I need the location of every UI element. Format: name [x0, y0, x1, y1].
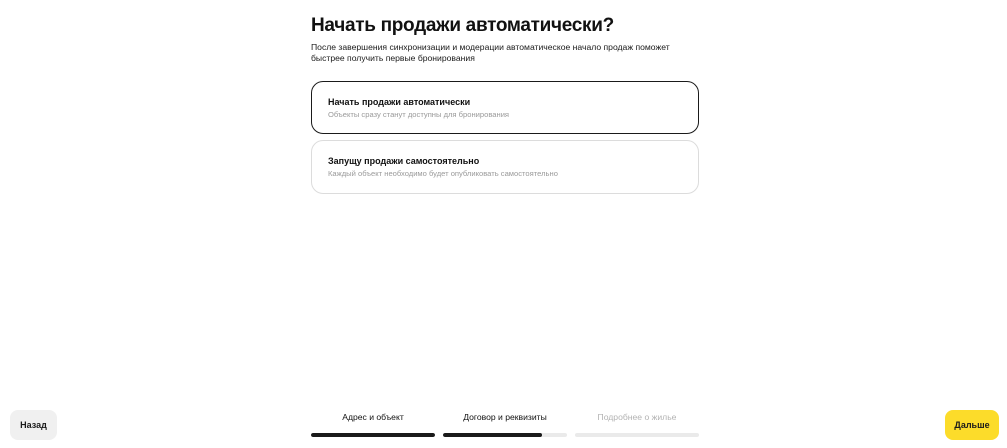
option-title: Начать продажи автоматически	[328, 97, 471, 107]
back-button[interactable]: Назад	[10, 410, 57, 440]
step-progress-fill	[311, 433, 435, 437]
step-label: Адрес и объект	[342, 412, 404, 422]
step-label: Договор и реквизиты	[463, 412, 547, 422]
step-progress-bar	[443, 433, 567, 437]
step-contract	[443, 412, 567, 440]
step-address	[311, 412, 435, 440]
option-manual-start[interactable]	[311, 140, 699, 194]
step-progress-bar	[575, 433, 699, 437]
next-button[interactable]: Дальше	[945, 410, 999, 440]
step-label: Подробнее о жилье	[597, 412, 677, 422]
progress-steps	[311, 412, 699, 440]
option-description: Объекты сразу станут доступны для бронирования	[328, 110, 510, 119]
option-auto-start[interactable]	[311, 81, 699, 134]
page-subtitle: После завершения синхронизации и модерации автоматическое начало продаж поможет быстрее получить первые бронирования	[311, 42, 670, 63]
main-content	[311, 14, 699, 64]
step-progress-fill	[443, 433, 542, 437]
option-title: Запущу продажи самостоятельно	[328, 156, 480, 166]
step-progress-bar	[311, 433, 435, 437]
step-details	[575, 412, 699, 440]
page-title: Начать продажи автоматически?	[311, 15, 614, 36]
option-description: Каждый объект необходимо будет опубликовать самостоятельно	[328, 169, 558, 178]
